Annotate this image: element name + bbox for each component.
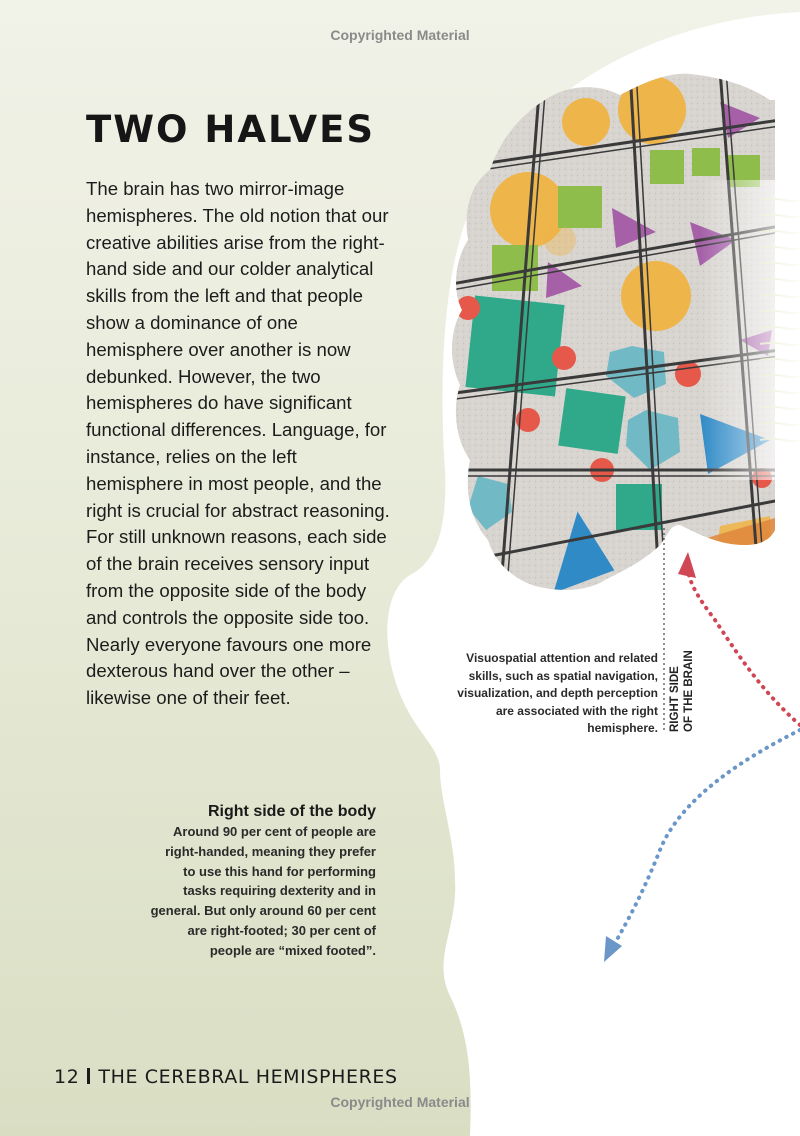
shape-square [692, 148, 720, 176]
page-footer [54, 1066, 398, 1088]
shape-square [558, 388, 625, 454]
side-label-line2: OF THE BRAIN [683, 650, 695, 732]
right-side-of-brain-label [668, 650, 696, 732]
page-number: 12 [54, 1066, 80, 1088]
shape-dot [675, 361, 701, 387]
footer-separator [87, 1068, 90, 1084]
body-annotation-heading: Right side of the body [208, 803, 376, 820]
shape-circle [562, 98, 610, 146]
copyright-bottom: Copyrighted Material [330, 1094, 470, 1110]
red-arrowhead [678, 552, 696, 578]
shape-circle [618, 76, 686, 144]
body-paragraph: The brain has two mirror-image hemispheres. The old notion that our creative abilities arise from the right-hand side and our colder analytical skills from the left and that people show a dominance of one hemisphere over another is now debunked. However, the two hemispheres do have significant functional differences. Language, for instance, relies on the left hemisphere in most people, and the right is crucial for abstract reasoning. For still unknown reasons, each side of the brain receives sensory input from the opposite side of the body and controls the opposite side too. Nearly everyone favours one more dexterous hand over the other – likewise one of their feet. [86, 178, 390, 709]
red-dotted-arrow [688, 570, 800, 725]
side-label-line1: RIGHT SIDE [669, 666, 681, 732]
blue-arrowhead [604, 936, 622, 962]
shape-square [558, 186, 602, 228]
section-title: THE CEREBRAL HEMISPHERES [98, 1066, 398, 1088]
copyright-top: Copyrighted Material [330, 27, 470, 43]
body-annotation [150, 802, 376, 961]
page-title: TWO HALVES [86, 108, 376, 151]
shape-dot [552, 346, 576, 370]
brain-annotation-text: Visuospatial attention and related skills, such as spatial navigation, visualization, and depth perception are associated with the right hemisphere. [457, 651, 658, 736]
shape-dot [456, 296, 480, 320]
blue-dotted-arrow [614, 730, 800, 945]
brain-annotation [446, 650, 658, 738]
shape-circle [621, 261, 691, 331]
shape-square [650, 150, 684, 184]
body-annotation-text: Around 90 per cent of people are right-handed, meaning they prefer to use this hand for performing tasks requiring dexterity and in general. But only around 60 per cent are right-footed; 30 per cent of people are “mixed footed”. [150, 824, 376, 958]
